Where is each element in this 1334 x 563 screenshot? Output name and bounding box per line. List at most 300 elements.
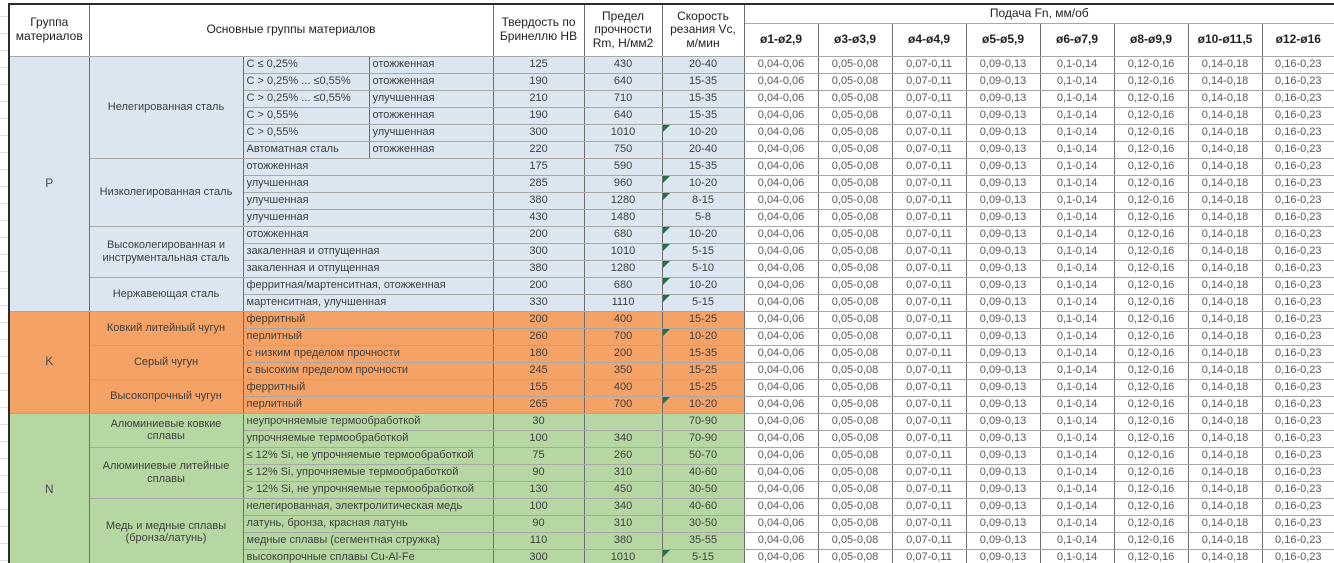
header-feed-diameter-1[interactable]: ø3-ø3,9 xyxy=(818,23,892,56)
feed-value-cell-d3[interactable]: 0,09-0,13 xyxy=(966,311,1040,328)
feed-value-cell-d4[interactable]: 0,1-0,14 xyxy=(1040,498,1114,515)
feed-value-cell-d4[interactable]: 0,1-0,14 xyxy=(1040,345,1114,362)
feed-value-cell-d2[interactable]: 0,07-0,11 xyxy=(892,396,966,413)
feed-value-cell-d6[interactable]: 0,14-0,18 xyxy=(1188,158,1262,175)
feed-value-cell-d7[interactable]: 0,16-0,23 xyxy=(1262,328,1334,345)
feed-value-cell-d7[interactable]: 0,16-0,23 xyxy=(1262,124,1334,141)
feed-value-cell-d5[interactable]: 0,12-0,16 xyxy=(1114,379,1188,396)
tensile-rm-cell[interactable]: 1010 xyxy=(584,549,662,563)
carbon-content-cell[interactable]: C > 0,55% xyxy=(243,124,369,141)
condition-cell[interactable]: ферритная/мартенситная, отожженная xyxy=(243,277,493,294)
feed-value-cell-d0[interactable]: 0,04-0,06 xyxy=(744,56,818,73)
condition-cell[interactable]: латунь, бронза, красная латунь xyxy=(243,515,493,532)
feed-value-cell-d7[interactable]: 0,16-0,23 xyxy=(1262,430,1334,447)
feed-value-cell-d4[interactable]: 0,1-0,14 xyxy=(1040,328,1114,345)
condition-cell[interactable]: перлитный xyxy=(243,328,493,345)
condition-cell[interactable]: мартенситная, улучшенная xyxy=(243,294,493,311)
feed-value-cell-d5[interactable]: 0,12-0,16 xyxy=(1114,243,1188,260)
feed-value-cell-d4[interactable]: 0,1-0,14 xyxy=(1040,73,1114,90)
feed-value-cell-d3[interactable]: 0,09-0,13 xyxy=(966,294,1040,311)
cutting-speed-vc-cell[interactable]: 15-25 xyxy=(662,379,744,396)
feed-value-cell-d2[interactable]: 0,07-0,11 xyxy=(892,311,966,328)
material-family-cell[interactable]: Медь и медные сплавы (бронза/латунь) xyxy=(89,498,243,563)
feed-value-cell-d0[interactable]: 0,04-0,06 xyxy=(744,498,818,515)
feed-value-cell-d6[interactable]: 0,14-0,18 xyxy=(1188,226,1262,243)
condition-cell[interactable]: улучшенная xyxy=(369,90,493,107)
tensile-rm-cell[interactable] xyxy=(584,413,662,430)
feed-value-cell-d3[interactable]: 0,09-0,13 xyxy=(966,175,1040,192)
feed-value-cell-d1[interactable]: 0,05-0,08 xyxy=(818,277,892,294)
carbon-content-cell[interactable]: C > 0,55% xyxy=(243,107,369,124)
feed-value-cell-d4[interactable]: 0,1-0,14 xyxy=(1040,107,1114,124)
hardness-hb-cell[interactable]: 110 xyxy=(493,532,584,549)
feed-value-cell-d1[interactable]: 0,05-0,08 xyxy=(818,345,892,362)
feed-value-cell-d0[interactable]: 0,04-0,06 xyxy=(744,379,818,396)
feed-value-cell-d4[interactable]: 0,1-0,14 xyxy=(1040,396,1114,413)
cutting-speed-vc-cell[interactable]: 10-20 xyxy=(662,175,744,192)
cutting-speed-vc-cell[interactable]: 70-90 xyxy=(662,413,744,430)
feed-value-cell-d5[interactable]: 0,12-0,16 xyxy=(1114,192,1188,209)
feed-value-cell-d4[interactable]: 0,1-0,14 xyxy=(1040,515,1114,532)
carbon-content-cell[interactable]: C > 0,25% ... ≤0,55% xyxy=(243,90,369,107)
cutting-speed-vc-cell[interactable]: 30-50 xyxy=(662,515,744,532)
feed-value-cell-d2[interactable]: 0,07-0,11 xyxy=(892,175,966,192)
feed-value-cell-d6[interactable]: 0,14-0,18 xyxy=(1188,532,1262,549)
hardness-hb-cell[interactable]: 200 xyxy=(493,277,584,294)
feed-value-cell-d7[interactable]: 0,16-0,23 xyxy=(1262,260,1334,277)
header-feed-diameter-2[interactable]: ø4-ø4,9 xyxy=(892,23,966,56)
cutting-speed-vc-cell[interactable]: 15-35 xyxy=(662,73,744,90)
feed-value-cell-d0[interactable]: 0,04-0,06 xyxy=(744,141,818,158)
feed-value-cell-d6[interactable]: 0,14-0,18 xyxy=(1188,481,1262,498)
feed-value-cell-d0[interactable]: 0,04-0,06 xyxy=(744,277,818,294)
hardness-hb-cell[interactable]: 190 xyxy=(493,107,584,124)
feed-value-cell-d5[interactable]: 0,12-0,16 xyxy=(1114,396,1188,413)
feed-value-cell-d2[interactable]: 0,07-0,11 xyxy=(892,481,966,498)
carbon-content-cell[interactable]: Автоматная сталь xyxy=(243,141,369,158)
condition-cell[interactable]: улучшенная xyxy=(243,175,493,192)
feed-value-cell-d2[interactable]: 0,07-0,11 xyxy=(892,430,966,447)
header-cutting-speed[interactable]: Скорость резания Vc, м/мин xyxy=(662,4,744,56)
feed-value-cell-d1[interactable]: 0,05-0,08 xyxy=(818,413,892,430)
tensile-rm-cell[interactable]: 710 xyxy=(584,90,662,107)
hardness-hb-cell[interactable]: 220 xyxy=(493,141,584,158)
feed-value-cell-d5[interactable]: 0,12-0,16 xyxy=(1114,447,1188,464)
cutting-speed-vc-cell[interactable]: 10-20 xyxy=(662,396,744,413)
feed-value-cell-d4[interactable]: 0,1-0,14 xyxy=(1040,362,1114,379)
feed-value-cell-d7[interactable]: 0,16-0,23 xyxy=(1262,345,1334,362)
hardness-hb-cell[interactable]: 125 xyxy=(493,56,584,73)
feed-value-cell-d4[interactable]: 0,1-0,14 xyxy=(1040,532,1114,549)
feed-value-cell-d5[interactable]: 0,12-0,16 xyxy=(1114,260,1188,277)
tensile-rm-cell[interactable]: 1480 xyxy=(584,209,662,226)
feed-value-cell-d5[interactable]: 0,12-0,16 xyxy=(1114,209,1188,226)
feed-value-cell-d6[interactable]: 0,14-0,18 xyxy=(1188,396,1262,413)
feed-value-cell-d1[interactable]: 0,05-0,08 xyxy=(818,532,892,549)
feed-value-cell-d4[interactable]: 0,1-0,14 xyxy=(1040,379,1114,396)
feed-value-cell-d5[interactable]: 0,12-0,16 xyxy=(1114,175,1188,192)
material-family-cell[interactable]: Высокопрочный чугун xyxy=(89,379,243,413)
tensile-rm-cell[interactable]: 700 xyxy=(584,328,662,345)
feed-value-cell-d7[interactable]: 0,16-0,23 xyxy=(1262,158,1334,175)
feed-value-cell-d1[interactable]: 0,05-0,08 xyxy=(818,328,892,345)
hardness-hb-cell[interactable]: 175 xyxy=(493,158,584,175)
feed-value-cell-d5[interactable]: 0,12-0,16 xyxy=(1114,413,1188,430)
hardness-hb-cell[interactable]: 245 xyxy=(493,362,584,379)
feed-value-cell-d6[interactable]: 0,14-0,18 xyxy=(1188,124,1262,141)
feed-value-cell-d5[interactable]: 0,12-0,16 xyxy=(1114,277,1188,294)
feed-value-cell-d0[interactable]: 0,04-0,06 xyxy=(744,226,818,243)
tensile-rm-cell[interactable]: 680 xyxy=(584,226,662,243)
feed-value-cell-d2[interactable]: 0,07-0,11 xyxy=(892,549,966,563)
condition-cell[interactable]: упрочняемые термообработкой xyxy=(243,430,493,447)
feed-value-cell-d0[interactable]: 0,04-0,06 xyxy=(744,345,818,362)
feed-value-cell-d3[interactable]: 0,09-0,13 xyxy=(966,226,1040,243)
feed-value-cell-d5[interactable]: 0,12-0,16 xyxy=(1114,311,1188,328)
feed-value-cell-d2[interactable]: 0,07-0,11 xyxy=(892,124,966,141)
feed-value-cell-d4[interactable]: 0,1-0,14 xyxy=(1040,243,1114,260)
feed-value-cell-d0[interactable]: 0,04-0,06 xyxy=(744,175,818,192)
feed-value-cell-d3[interactable]: 0,09-0,13 xyxy=(966,464,1040,481)
material-family-cell[interactable]: Алюминиевые ковкие сплавы xyxy=(89,413,243,447)
feed-value-cell-d1[interactable]: 0,05-0,08 xyxy=(818,464,892,481)
hardness-hb-cell[interactable]: 100 xyxy=(493,498,584,515)
feed-value-cell-d5[interactable]: 0,12-0,16 xyxy=(1114,464,1188,481)
feed-value-cell-d5[interactable]: 0,12-0,16 xyxy=(1114,107,1188,124)
material-family-cell[interactable]: Ковкий литейный чугун xyxy=(89,311,243,345)
tensile-rm-cell[interactable]: 1280 xyxy=(584,192,662,209)
feed-value-cell-d2[interactable]: 0,07-0,11 xyxy=(892,294,966,311)
feed-value-cell-d2[interactable]: 0,07-0,11 xyxy=(892,260,966,277)
feed-value-cell-d5[interactable]: 0,12-0,16 xyxy=(1114,532,1188,549)
feed-value-cell-d0[interactable]: 0,04-0,06 xyxy=(744,209,818,226)
feed-value-cell-d2[interactable]: 0,07-0,11 xyxy=(892,464,966,481)
feed-value-cell-d4[interactable]: 0,1-0,14 xyxy=(1040,141,1114,158)
tensile-rm-cell[interactable]: 380 xyxy=(584,532,662,549)
material-family-cell[interactable]: Нержавеющая сталь xyxy=(89,277,243,311)
feed-value-cell-d2[interactable]: 0,07-0,11 xyxy=(892,192,966,209)
condition-cell[interactable]: ≤ 12% Si, не упрочняемые термообработкой xyxy=(243,447,493,464)
condition-cell[interactable]: ≤ 12% Si, упрочняемые термообработкой xyxy=(243,464,493,481)
feed-value-cell-d1[interactable]: 0,05-0,08 xyxy=(818,362,892,379)
feed-value-cell-d2[interactable]: 0,07-0,11 xyxy=(892,243,966,260)
feed-value-cell-d4[interactable]: 0,1-0,14 xyxy=(1040,226,1114,243)
hardness-hb-cell[interactable]: 300 xyxy=(493,124,584,141)
feed-value-cell-d7[interactable]: 0,16-0,23 xyxy=(1262,277,1334,294)
tensile-rm-cell[interactable]: 1010 xyxy=(584,243,662,260)
feed-value-cell-d4[interactable]: 0,1-0,14 xyxy=(1040,549,1114,563)
cutting-speed-vc-cell[interactable]: 15-25 xyxy=(662,311,744,328)
tensile-rm-cell[interactable]: 400 xyxy=(584,379,662,396)
feed-value-cell-d7[interactable]: 0,16-0,23 xyxy=(1262,56,1334,73)
tensile-rm-cell[interactable]: 1010 xyxy=(584,124,662,141)
feed-value-cell-d5[interactable]: 0,12-0,16 xyxy=(1114,549,1188,563)
feed-value-cell-d6[interactable]: 0,14-0,18 xyxy=(1188,294,1262,311)
feed-value-cell-d3[interactable]: 0,09-0,13 xyxy=(966,209,1040,226)
feed-value-cell-d7[interactable]: 0,16-0,23 xyxy=(1262,362,1334,379)
feed-value-cell-d1[interactable]: 0,05-0,08 xyxy=(818,260,892,277)
feed-value-cell-d1[interactable]: 0,05-0,08 xyxy=(818,141,892,158)
feed-value-cell-d0[interactable]: 0,04-0,06 xyxy=(744,447,818,464)
feed-value-cell-d3[interactable]: 0,09-0,13 xyxy=(966,345,1040,362)
feed-value-cell-d2[interactable]: 0,07-0,11 xyxy=(892,447,966,464)
feed-value-cell-d4[interactable]: 0,1-0,14 xyxy=(1040,311,1114,328)
feed-value-cell-d6[interactable]: 0,14-0,18 xyxy=(1188,260,1262,277)
tensile-rm-cell[interactable]: 590 xyxy=(584,158,662,175)
feed-value-cell-d7[interactable]: 0,16-0,23 xyxy=(1262,379,1334,396)
feed-value-cell-d4[interactable]: 0,1-0,14 xyxy=(1040,464,1114,481)
feed-value-cell-d7[interactable]: 0,16-0,23 xyxy=(1262,107,1334,124)
feed-value-cell-d4[interactable]: 0,1-0,14 xyxy=(1040,158,1114,175)
feed-value-cell-d1[interactable]: 0,05-0,08 xyxy=(818,209,892,226)
feed-value-cell-d3[interactable]: 0,09-0,13 xyxy=(966,158,1040,175)
header-feed-diameter-4[interactable]: ø6-ø7,9 xyxy=(1040,23,1114,56)
feed-value-cell-d2[interactable]: 0,07-0,11 xyxy=(892,515,966,532)
condition-cell[interactable]: улучшенная xyxy=(243,192,493,209)
header-brinell-hardness[interactable]: Твердость по Бринеллю HB xyxy=(493,4,584,56)
hardness-hb-cell[interactable]: 190 xyxy=(493,73,584,90)
cutting-speed-vc-cell[interactable]: 10-20 xyxy=(662,226,744,243)
feed-value-cell-d1[interactable]: 0,05-0,08 xyxy=(818,430,892,447)
feed-value-cell-d3[interactable]: 0,09-0,13 xyxy=(966,243,1040,260)
feed-value-cell-d2[interactable]: 0,07-0,11 xyxy=(892,362,966,379)
feed-value-cell-d3[interactable]: 0,09-0,13 xyxy=(966,481,1040,498)
feed-value-cell-d0[interactable]: 0,04-0,06 xyxy=(744,549,818,563)
feed-value-cell-d7[interactable]: 0,16-0,23 xyxy=(1262,447,1334,464)
feed-value-cell-d0[interactable]: 0,04-0,06 xyxy=(744,362,818,379)
carbon-content-cell[interactable]: C > 0,25% ... ≤0,55% xyxy=(243,73,369,90)
feed-value-cell-d5[interactable]: 0,12-0,16 xyxy=(1114,226,1188,243)
feed-value-cell-d3[interactable]: 0,09-0,13 xyxy=(966,107,1040,124)
feed-value-cell-d7[interactable]: 0,16-0,23 xyxy=(1262,192,1334,209)
header-tensile-strength[interactable]: Предел прочности Rm, Н/мм2 xyxy=(584,4,662,56)
feed-value-cell-d6[interactable]: 0,14-0,18 xyxy=(1188,209,1262,226)
feed-value-cell-d0[interactable]: 0,04-0,06 xyxy=(744,464,818,481)
feed-value-cell-d2[interactable]: 0,07-0,11 xyxy=(892,158,966,175)
feed-value-cell-d7[interactable]: 0,16-0,23 xyxy=(1262,209,1334,226)
hardness-hb-cell[interactable]: 100 xyxy=(493,430,584,447)
tensile-rm-cell[interactable]: 310 xyxy=(584,464,662,481)
feed-value-cell-d0[interactable]: 0,04-0,06 xyxy=(744,124,818,141)
feed-value-cell-d3[interactable]: 0,09-0,13 xyxy=(966,56,1040,73)
feed-value-cell-d4[interactable]: 0,1-0,14 xyxy=(1040,124,1114,141)
feed-value-cell-d7[interactable]: 0,16-0,23 xyxy=(1262,515,1334,532)
feed-value-cell-d0[interactable]: 0,04-0,06 xyxy=(744,328,818,345)
feed-value-cell-d5[interactable]: 0,12-0,16 xyxy=(1114,430,1188,447)
feed-value-cell-d2[interactable]: 0,07-0,11 xyxy=(892,413,966,430)
feed-value-cell-d4[interactable]: 0,1-0,14 xyxy=(1040,481,1114,498)
tensile-rm-cell[interactable]: 260 xyxy=(584,447,662,464)
feed-value-cell-d3[interactable]: 0,09-0,13 xyxy=(966,413,1040,430)
cutting-speed-vc-cell[interactable]: 15-25 xyxy=(662,362,744,379)
feed-value-cell-d0[interactable]: 0,04-0,06 xyxy=(744,532,818,549)
tensile-rm-cell[interactable]: 700 xyxy=(584,396,662,413)
cutting-speed-vc-cell[interactable]: 15-35 xyxy=(662,158,744,175)
feed-value-cell-d2[interactable]: 0,07-0,11 xyxy=(892,532,966,549)
header-material-group[interactable]: Группа материалов xyxy=(9,4,89,56)
group-letter-cell-K[interactable]: K xyxy=(9,311,89,413)
feed-value-cell-d4[interactable]: 0,1-0,14 xyxy=(1040,209,1114,226)
tensile-rm-cell[interactable]: 960 xyxy=(584,175,662,192)
condition-cell[interactable]: улучшенная xyxy=(369,124,493,141)
feed-value-cell-d6[interactable]: 0,14-0,18 xyxy=(1188,175,1262,192)
header-feed-diameter-7[interactable]: ø12-ø16 xyxy=(1262,23,1334,56)
cutting-speed-vc-cell[interactable]: 15-35 xyxy=(662,90,744,107)
feed-value-cell-d3[interactable]: 0,09-0,13 xyxy=(966,260,1040,277)
feed-value-cell-d6[interactable]: 0,14-0,18 xyxy=(1188,447,1262,464)
tensile-rm-cell[interactable]: 430 xyxy=(584,56,662,73)
header-feed-diameter-6[interactable]: ø10-ø11,5 xyxy=(1188,23,1262,56)
tensile-rm-cell[interactable]: 200 xyxy=(584,345,662,362)
feed-value-cell-d5[interactable]: 0,12-0,16 xyxy=(1114,73,1188,90)
hardness-hb-cell[interactable]: 265 xyxy=(493,396,584,413)
header-feed[interactable]: Подача Fn, мм/об xyxy=(744,4,1334,23)
feed-value-cell-d0[interactable]: 0,04-0,06 xyxy=(744,430,818,447)
condition-cell[interactable]: с низким пределом прочности xyxy=(243,345,493,362)
feed-value-cell-d2[interactable]: 0,07-0,11 xyxy=(892,379,966,396)
cutting-speed-vc-cell[interactable]: 5-15 xyxy=(662,243,744,260)
feed-value-cell-d0[interactable]: 0,04-0,06 xyxy=(744,260,818,277)
feed-value-cell-d3[interactable]: 0,09-0,13 xyxy=(966,515,1040,532)
feed-value-cell-d2[interactable]: 0,07-0,11 xyxy=(892,498,966,515)
feed-value-cell-d1[interactable]: 0,05-0,08 xyxy=(818,515,892,532)
cutting-speed-vc-cell[interactable]: 20-40 xyxy=(662,141,744,158)
material-family-cell[interactable]: Алюминиевые литейные сплавы xyxy=(89,447,243,498)
feed-value-cell-d2[interactable]: 0,07-0,11 xyxy=(892,90,966,107)
cutting-speed-vc-cell[interactable]: 5-10 xyxy=(662,260,744,277)
feed-value-cell-d1[interactable]: 0,05-0,08 xyxy=(818,124,892,141)
feed-value-cell-d3[interactable]: 0,09-0,13 xyxy=(966,498,1040,515)
feed-value-cell-d1[interactable]: 0,05-0,08 xyxy=(818,107,892,124)
condition-cell[interactable]: > 12% Si, не упрочняемые термообработкой xyxy=(243,481,493,498)
tensile-rm-cell[interactable]: 350 xyxy=(584,362,662,379)
hardness-hb-cell[interactable]: 430 xyxy=(493,209,584,226)
feed-value-cell-d3[interactable]: 0,09-0,13 xyxy=(966,362,1040,379)
cutting-speed-vc-cell[interactable]: 70-90 xyxy=(662,430,744,447)
group-letter-cell-N[interactable]: N xyxy=(9,413,89,563)
tensile-rm-cell[interactable]: 680 xyxy=(584,277,662,294)
tensile-rm-cell[interactable]: 310 xyxy=(584,515,662,532)
feed-value-cell-d1[interactable]: 0,05-0,08 xyxy=(818,447,892,464)
feed-value-cell-d6[interactable]: 0,14-0,18 xyxy=(1188,311,1262,328)
feed-value-cell-d2[interactable]: 0,07-0,11 xyxy=(892,107,966,124)
feed-value-cell-d1[interactable]: 0,05-0,08 xyxy=(818,294,892,311)
feed-value-cell-d4[interactable]: 0,1-0,14 xyxy=(1040,175,1114,192)
feed-value-cell-d3[interactable]: 0,09-0,13 xyxy=(966,532,1040,549)
tensile-rm-cell[interactable]: 340 xyxy=(584,430,662,447)
feed-value-cell-d7[interactable]: 0,16-0,23 xyxy=(1262,294,1334,311)
condition-cell[interactable]: ферритный xyxy=(243,379,493,396)
feed-value-cell-d6[interactable]: 0,14-0,18 xyxy=(1188,277,1262,294)
feed-value-cell-d4[interactable]: 0,1-0,14 xyxy=(1040,447,1114,464)
feed-value-cell-d7[interactable]: 0,16-0,23 xyxy=(1262,226,1334,243)
feed-value-cell-d2[interactable]: 0,07-0,11 xyxy=(892,56,966,73)
feed-value-cell-d6[interactable]: 0,14-0,18 xyxy=(1188,107,1262,124)
feed-value-cell-d0[interactable]: 0,04-0,06 xyxy=(744,73,818,90)
feed-value-cell-d1[interactable]: 0,05-0,08 xyxy=(818,243,892,260)
feed-value-cell-d1[interactable]: 0,05-0,08 xyxy=(818,90,892,107)
feed-value-cell-d6[interactable]: 0,14-0,18 xyxy=(1188,90,1262,107)
material-family-cell[interactable]: Высоколегированная и инструментальная сталь xyxy=(89,226,243,277)
feed-value-cell-d7[interactable]: 0,16-0,23 xyxy=(1262,396,1334,413)
feed-value-cell-d1[interactable]: 0,05-0,08 xyxy=(818,498,892,515)
feed-value-cell-d4[interactable]: 0,1-0,14 xyxy=(1040,294,1114,311)
hardness-hb-cell[interactable]: 300 xyxy=(493,243,584,260)
hardness-hb-cell[interactable]: 200 xyxy=(493,226,584,243)
feed-value-cell-d6[interactable]: 0,14-0,18 xyxy=(1188,498,1262,515)
cutting-speed-vc-cell[interactable]: 5-15 xyxy=(662,549,744,563)
cutting-speed-vc-cell[interactable]: 30-50 xyxy=(662,481,744,498)
cutting-speed-vc-cell[interactable]: 15-35 xyxy=(662,345,744,362)
cutting-speed-vc-cell[interactable]: 8-15 xyxy=(662,192,744,209)
feed-value-cell-d5[interactable]: 0,12-0,16 xyxy=(1114,481,1188,498)
feed-value-cell-d7[interactable]: 0,16-0,23 xyxy=(1262,73,1334,90)
feed-value-cell-d6[interactable]: 0,14-0,18 xyxy=(1188,515,1262,532)
feed-value-cell-d4[interactable]: 0,1-0,14 xyxy=(1040,90,1114,107)
feed-value-cell-d1[interactable]: 0,05-0,08 xyxy=(818,226,892,243)
feed-value-cell-d5[interactable]: 0,12-0,16 xyxy=(1114,141,1188,158)
feed-value-cell-d3[interactable]: 0,09-0,13 xyxy=(966,430,1040,447)
feed-value-cell-d5[interactable]: 0,12-0,16 xyxy=(1114,124,1188,141)
material-family-cell[interactable]: Нелегированная сталь xyxy=(89,56,243,158)
feed-value-cell-d0[interactable]: 0,04-0,06 xyxy=(744,192,818,209)
feed-value-cell-d1[interactable]: 0,05-0,08 xyxy=(818,379,892,396)
feed-value-cell-d1[interactable]: 0,05-0,08 xyxy=(818,311,892,328)
feed-value-cell-d0[interactable]: 0,04-0,06 xyxy=(744,396,818,413)
feed-value-cell-d7[interactable]: 0,16-0,23 xyxy=(1262,549,1334,563)
hardness-hb-cell[interactable]: 155 xyxy=(493,379,584,396)
condition-cell[interactable]: отожженная xyxy=(243,158,493,175)
feed-value-cell-d7[interactable]: 0,16-0,23 xyxy=(1262,532,1334,549)
header-feed-diameter-5[interactable]: ø8-ø9,9 xyxy=(1114,23,1188,56)
feed-value-cell-d5[interactable]: 0,12-0,16 xyxy=(1114,515,1188,532)
tensile-rm-cell[interactable]: 750 xyxy=(584,141,662,158)
feed-value-cell-d0[interactable]: 0,04-0,06 xyxy=(744,107,818,124)
tensile-rm-cell[interactable]: 340 xyxy=(584,498,662,515)
feed-value-cell-d0[interactable]: 0,04-0,06 xyxy=(744,515,818,532)
cutting-speed-vc-cell[interactable]: 5-8 xyxy=(662,209,744,226)
feed-value-cell-d3[interactable]: 0,09-0,13 xyxy=(966,124,1040,141)
feed-value-cell-d6[interactable]: 0,14-0,18 xyxy=(1188,549,1262,563)
feed-value-cell-d6[interactable]: 0,14-0,18 xyxy=(1188,345,1262,362)
feed-value-cell-d6[interactable]: 0,14-0,18 xyxy=(1188,73,1262,90)
tensile-rm-cell[interactable]: 640 xyxy=(584,73,662,90)
feed-value-cell-d6[interactable]: 0,14-0,18 xyxy=(1188,192,1262,209)
hardness-hb-cell[interactable]: 300 xyxy=(493,549,584,563)
hardness-hb-cell[interactable]: 130 xyxy=(493,481,584,498)
tensile-rm-cell[interactable]: 450 xyxy=(584,481,662,498)
header-feed-diameter-0[interactable]: ø1-ø2,9 xyxy=(744,23,818,56)
feed-value-cell-d0[interactable]: 0,04-0,06 xyxy=(744,243,818,260)
feed-value-cell-d4[interactable]: 0,1-0,14 xyxy=(1040,260,1114,277)
hardness-hb-cell[interactable]: 75 xyxy=(493,447,584,464)
feed-value-cell-d6[interactable]: 0,14-0,18 xyxy=(1188,379,1262,396)
feed-value-cell-d0[interactable]: 0,04-0,06 xyxy=(744,311,818,328)
feed-value-cell-d5[interactable]: 0,12-0,16 xyxy=(1114,294,1188,311)
cutting-speed-vc-cell[interactable]: 35-55 xyxy=(662,532,744,549)
feed-value-cell-d5[interactable]: 0,12-0,16 xyxy=(1114,498,1188,515)
feed-value-cell-d0[interactable]: 0,04-0,06 xyxy=(744,481,818,498)
hardness-hb-cell[interactable]: 380 xyxy=(493,192,584,209)
feed-value-cell-d4[interactable]: 0,1-0,14 xyxy=(1040,192,1114,209)
feed-value-cell-d7[interactable]: 0,16-0,23 xyxy=(1262,175,1334,192)
feed-value-cell-d6[interactable]: 0,14-0,18 xyxy=(1188,56,1262,73)
condition-cell[interactable]: отожженная xyxy=(369,73,493,90)
hardness-hb-cell[interactable]: 180 xyxy=(493,345,584,362)
condition-cell[interactable]: медные сплавы (сегментная стружка) xyxy=(243,532,493,549)
condition-cell[interactable]: отожженная xyxy=(369,107,493,124)
feed-value-cell-d2[interactable]: 0,07-0,11 xyxy=(892,345,966,362)
